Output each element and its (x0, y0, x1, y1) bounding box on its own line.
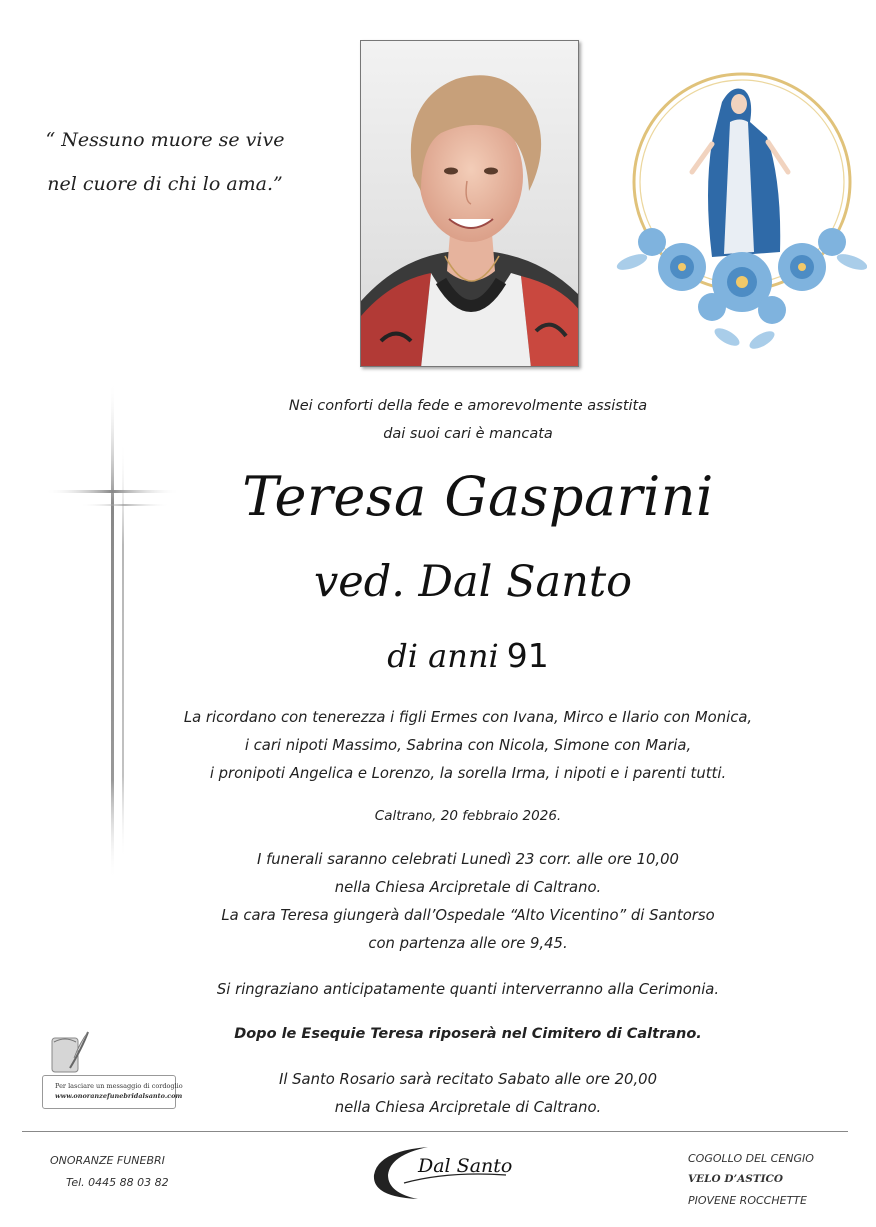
funeral-info (0, 846, 876, 958)
relatives-line: La ricordano con tenerezza i figli Ermes con Ivana, Mirco e Ilario con Monica, (183, 709, 753, 726)
footer-divider (22, 1131, 848, 1132)
thanks-text: Si ringraziano anticipatamente quanti interverranno alla Cerimonia. (216, 981, 720, 998)
footer-locations (688, 1148, 858, 1211)
condolence-site[interactable]: www.onoranzefunebridalsanto.com (55, 1092, 183, 1100)
funeral-line: con partenza alle ore 9,45. (368, 935, 568, 952)
age-prefix: di anni (387, 637, 499, 675)
intro-line: Nei conforti della fede e amorevolmente assistita (288, 398, 648, 414)
location-line: VELO D’ASTICO (688, 1173, 784, 1185)
place-date: Caltrano, 20 febbraio 2026. (374, 808, 562, 824)
age-value: 91 (506, 636, 549, 675)
portrait-photo-drawing (361, 41, 579, 367)
company-line: ONORANZE FUNEBRI (50, 1154, 165, 1167)
madonna-wreath-icon (612, 62, 867, 352)
quote-line: “ Nessuno muore se vive (45, 129, 285, 151)
condolence-link[interactable] (42, 1075, 183, 1109)
deceased-name: Teresa Gasparini (242, 465, 714, 528)
rosary-line: nella Chiesa Arcipretale di Caltrano. (334, 1099, 602, 1116)
funeral-line: nella Chiesa Arcipretale di Caltrano. (334, 879, 602, 896)
burial-text: Dopo le Esequie Teresa riposerà nel Cimitero di Caltrano. (234, 1026, 702, 1042)
funeral-line: La cara Teresa giungerà dall’Ospedale “Alto Vicentino” di Santorso (221, 907, 715, 924)
intro-line: dai suoi cari è mancata (383, 426, 553, 442)
funeral-line: I funerali saranno celebrati Lunedì 23 corr. alle ore 10,00 (257, 851, 679, 868)
relatives-text (0, 704, 876, 788)
location-line: COGOLLO DEL CENGIO (688, 1152, 814, 1165)
relatives-line: i pronipoti Angelica e Lorenzo, la sorella Irma, i nipoti e i parenti tutti. (209, 765, 727, 782)
married-name: ved. Dal Santo (313, 557, 633, 607)
condolence-line: Per lasciare un messaggio di cordoglio (55, 1082, 183, 1090)
company-phone: Tel. 0445 88 03 82 (66, 1176, 169, 1189)
footer-company (50, 1150, 190, 1194)
location-line: PIOVENE ROCCHETTE (688, 1194, 807, 1207)
intro-text (0, 392, 876, 448)
relatives-line: i cari nipoti Massimo, Sabrina con Nicola, Simone con Maria, (244, 737, 692, 754)
age-line (0, 632, 876, 680)
logo-text: Dal Santo (418, 1155, 513, 1177)
quote-line: nel cuore di chi lo ama.” (47, 173, 283, 195)
rosary-line: Il Santo Rosario sarà recitato Sabato alle ore 20,00 (278, 1071, 657, 1088)
portrait-photo (360, 40, 579, 367)
quote (40, 118, 290, 206)
